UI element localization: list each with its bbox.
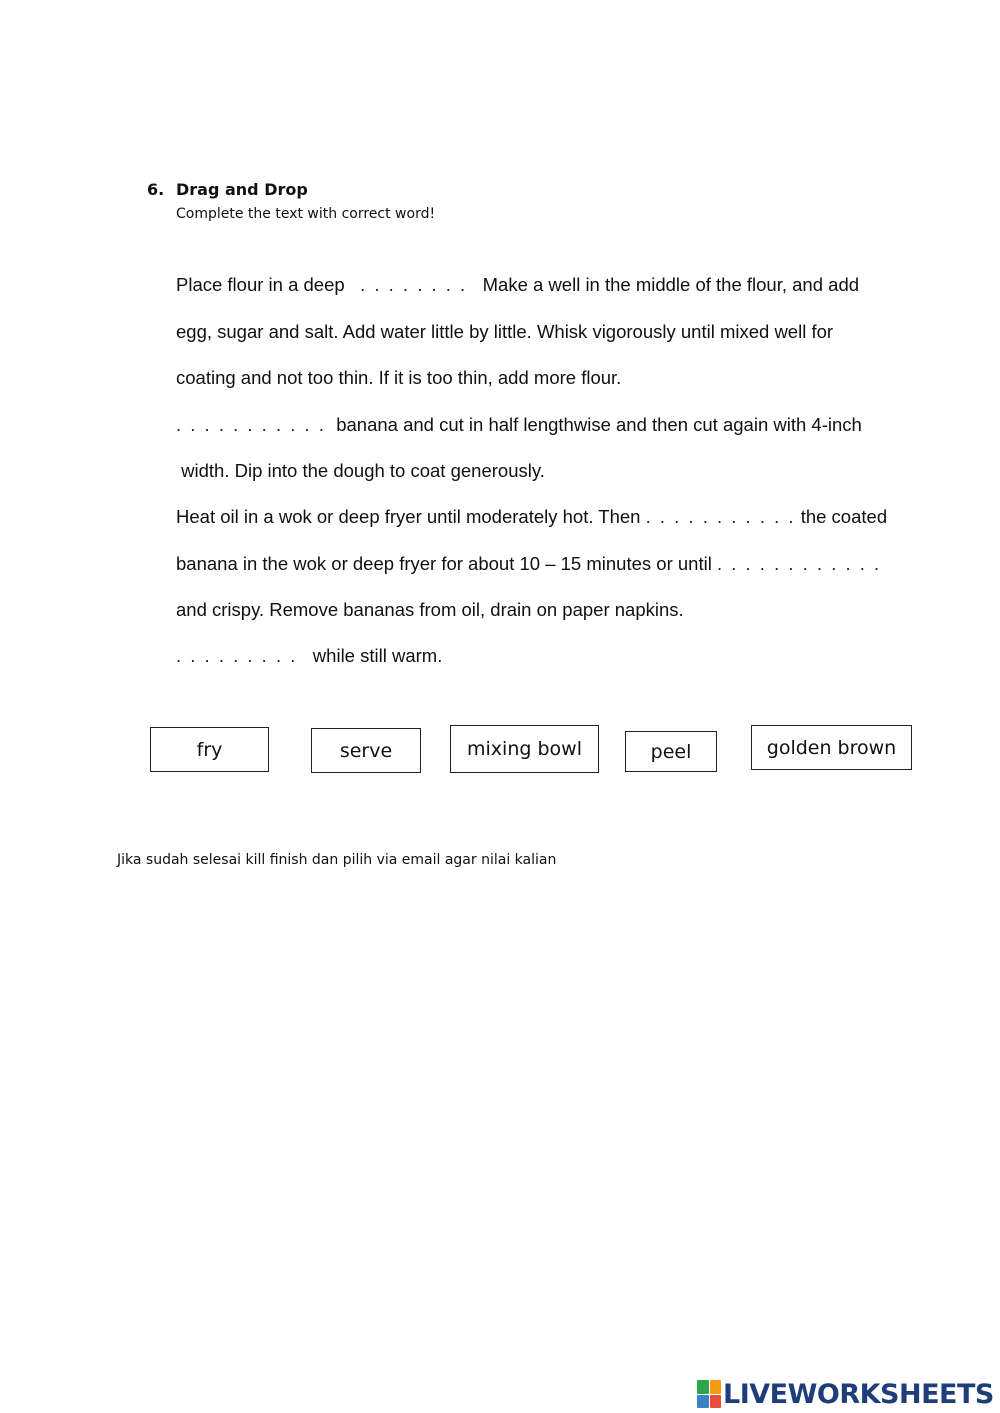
blank-slot-2[interactable]: . . . . . . . . . . . [176,414,326,435]
passage-text: banana in the wok or deep fryer for about 10 – 15 minutes or until [176,553,717,574]
passage-text: Make a well in the middle of the flour, and add [467,274,860,295]
passage-text: width. Dip into the dough to coat generously. [176,460,545,481]
blank-slot-1[interactable]: . . . . . . . . [360,274,468,295]
passage-text: and crispy. Remove bananas from oil, drain on paper napkins. [176,599,684,620]
liveworksheets-icon [697,1380,721,1408]
passage-line-2 [176,320,833,344]
passage-text: banana and cut in half lengthwise and then cut again with 4-inch [325,414,862,435]
logo-tile-icon [710,1380,722,1394]
passage-line-8 [176,598,684,622]
word-card-golden-brown[interactable]: golden brown [751,725,912,770]
logo-tile-icon [710,1395,722,1409]
passage-text: coating and not too thin. If it is too thin, add more flour. [176,367,622,388]
word-card-serve[interactable]: serve [311,728,421,773]
word-card-fry[interactable]: fry [150,727,269,772]
passage-line-6 [176,505,887,529]
passage-text: Heat oil in a wok or deep fryer until moderately hot. Then [176,506,646,527]
passage-line-1 [176,273,859,297]
passage-text: the coated [795,506,888,527]
passage-text: Place flour in a deep [176,274,361,295]
passage-line-5 [176,459,545,483]
passage-line-3 [176,366,621,390]
passage-line-9 [176,644,442,668]
blank-slot-4[interactable]: . . . . . . . . . . . . [716,553,882,574]
word-card-peel[interactable]: peel [625,731,717,772]
passage-text: while still warm. [297,645,443,666]
logo-tile-icon [697,1395,709,1409]
question-instruction: Complete the text with correct word! [176,206,436,222]
passage-text: egg, sugar and salt. Add water little by little. Whisk vigorously until mixed well for [176,321,834,342]
question-title: Drag and Drop [176,180,308,199]
blank-slot-5[interactable]: . . . . . . . . . [176,645,298,666]
question-number: 6. [147,180,165,199]
word-card-mixing-bowl[interactable]: mixing bowl [450,725,599,773]
liveworksheets-logo [697,1378,994,1410]
logo-tile-icon [697,1380,709,1394]
passage-line-4 [176,413,862,437]
blank-slot-3[interactable]: . . . . . . . . . . . [645,506,796,527]
passage-line-7 [176,552,881,576]
brand-name: LIVEWORKSHEETS [723,1378,994,1410]
footer-note: Jika sudah selesai kill finish dan pilih via email agar nilai kalian [117,852,557,868]
